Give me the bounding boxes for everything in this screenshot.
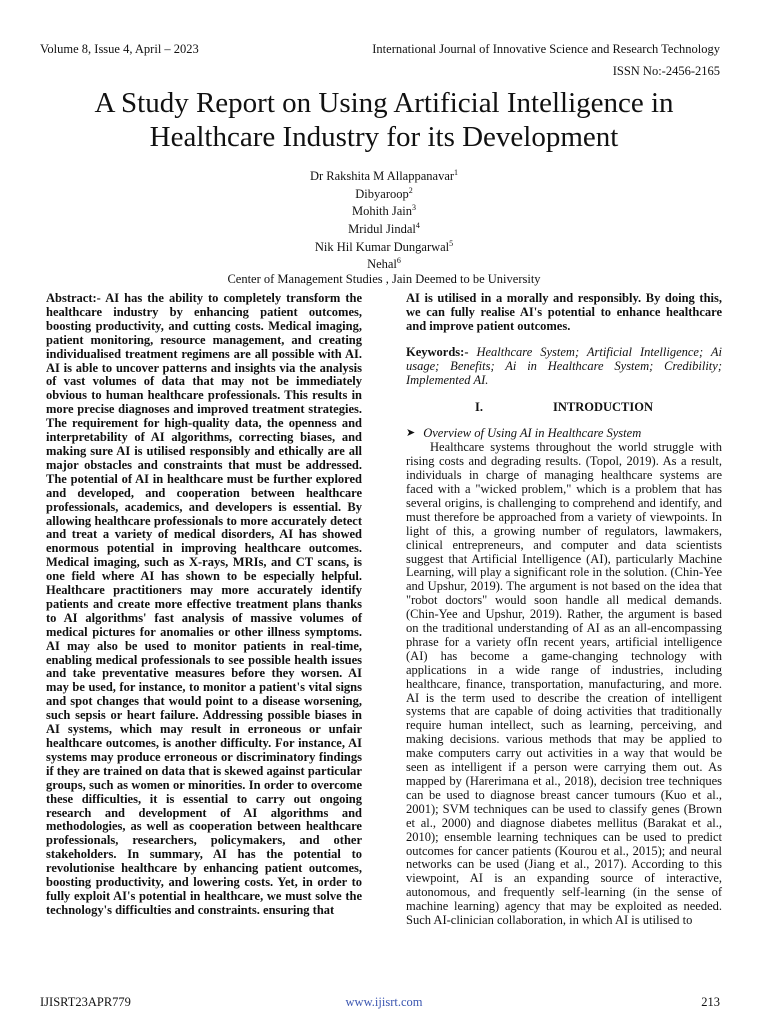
subsection-title: Overview of Using AI in Healthcare System [423, 426, 642, 441]
arrow-bullet-icon: ➤ [406, 427, 416, 440]
affiliation: Center of Management Studies , Jain Deemed to be University [227, 271, 541, 286]
paper-title: A Study Report on Using Artificial Intelligence in Healthcare Industry for its Development [94, 87, 674, 153]
author-block [40, 166, 728, 286]
section-title: INTRODUCTION [552, 400, 653, 415]
author-name: Nehal$^6$ [367, 256, 401, 272]
author-name: Dr Rakshita M Allappanavar$^1$ [309, 168, 459, 184]
author-name: Nik Hil Kumar Dungarwal$^5$ [314, 238, 454, 254]
author-name: Mridul Jindal$^4$ [348, 220, 420, 237]
keywords-value: Healthcare System; Artificial Intelligence; Ai usage; Benefits; Ai in Healthcare System; Credibility; Implemented AI. [406, 344, 723, 387]
journal-url[interactable]: www.ijisrt.com [345, 995, 423, 1009]
section-heading [406, 401, 722, 415]
keywords [406, 346, 722, 388]
author-name: Mohith Jain$^3$ [351, 203, 417, 219]
issn: ISSN No:-2456-2165 [612, 64, 720, 78]
journal-name: International Journal of Innovative Science and Research Technology [372, 42, 720, 56]
body-paragraph: Healthcare systems throughout the world struggle with rising costs and degrading results. (Topol, 2019). As a result, individuals in charge of managing healthcare systems are faced with a "wicked problem," which is a problem that has several origins, is challenging to comprehend and identify, and must therefore be approached from a variety of viewpoints. In light of this, a growing number of regulators, lawmakers, clinical entrepreneurs, and computer and data scientists suggest that Artificial Intelligence (AI), particularly Machine Learning, will play a significant role in the solution. (Chin-Yee and Upshur, 2019). The argument is not based on the idea that "robot doctors" would soon handle all medical demands. (Chin-Yee and Upshur, 2019). Rather, the argument is based on the traditional understanding of AI as an all-encompassing phrase for a variety ofIn recent years, artificial intelligence (AI) has become a game-changing technology with applications in a wide range of industries, including healthcare, finance, transportation, manufacturing, and more. AI is the term used to describe the creation of intelligent systems that are capable of doing activities that traditionally require human intellect, such as learning, perceiving, and making decisions. various methods that may be applied to make computers carry out activities in a way that would be seen as intelligent if a person were carrying them out. As mapped by (Harerimana et al., 2018), decision tree techniques can be used to diagnose breast cancer tumours (Kuo et al., 2001); SVM techniques can be used to classify genes (Brown et al., 2000) and diagnose diabetes mellitus (Barakat et al., 2010); ensemble learning techniques can be used to predict outcomes for cancer patients (Kourou et al., 2015); and neural networks can be used (Jiang et al., 2017). According to this viewpoint, AI is an expanding source of interactive, autonomous, and frequently self-learning (in the sense of machine learning) agency that may be exploited as needed. Such AI-clinician collaboration, in which AI is utilised to [406, 440, 722, 928]
right-column [406, 292, 722, 928]
volume-issue: Volume 8, Issue 4, April – 2023 [40, 42, 199, 56]
subsection-heading [406, 427, 722, 441]
abstract: Abstract:- AI has the ability to completely transform the healthcare industry by enhancing patient outcomes, boosting productivity, and cutting costs. Medical imaging, patient monitoring, resource management, and creating individualised treatment regimens are all possible with AI. AI is able to uncover patterns and insights via the analysis of vast volumes of data that may not be immediately obvious to human healthcare professionals. This results in more precise diagnoses and improved treatment strategies. The requirement for high-quality data, the openness and interpretability of AI algorithms, correcting biases, and making sure AI is utilised responsibly and ethically are all major obstacles and constraints that must be addressed. The potential of AI in healthcare must be further explored and developed, and cooperation between healthcare professionals, academics, and developers is essential. By allowing healthcare professionals to more accurately detect and treat a variety of medical disorders, AI has showed enormous potential in improving healthcare outcomes. Medical imaging, such as X-rays, MRIs, and CT scans, is one field where AI has shown to be especially helpful. Healthcare practitioners may more accurately identify patients and create more effective treatment plans thanks to AI algorithms' fast analysis of massive volumes of medical pictures for anomalies or other illness symptoms. AI may also be used to monitor patients in real-time, enabling medical professionals to see possible health issues and take preventative measures before they worsen. AI may be used, for instance, to monitor a patient's vital signs and spot changes that would point to a disease worsening, such sepsis or heart failure. Addressing possible biases in AI systems, which may result in erroneous or unfair healthcare outcomes, is another difficulty. For instance, AI systems may produce erroneous or discriminatory findings if they are trained on data that is skewed against particular groups, such as women or minorities. In order to overcome these difficulties, it is essential to carry out ongoing research and development of AI algorithms and methodologies, as well as cooperation between healthcare professionals, researchers, policymakers, and other stakeholders. In summary, AI has the potential to revolutionise healthcare by enhancing patient outcomes, boosting productivity, and lowering costs. Yet, in order to fully exploit AI's potential in healthcare, we must solve the technology's difficulties and constraints. ensuring that [46, 291, 362, 917]
keywords-label: Keywords:- [406, 344, 469, 359]
page-number: 213 [701, 995, 720, 1009]
paper-id: IJISRT23APR779 [40, 995, 131, 1009]
left-column [46, 292, 362, 918]
author-name: Dibyaroop$^2$ [355, 185, 413, 201]
section-number: I. [474, 400, 483, 415]
abstract-continued: AI is utilised in a morally and responsibly. By doing this, we can fully realise AI's potential to enhance healthcare and improve patient outcomes. [406, 291, 722, 333]
